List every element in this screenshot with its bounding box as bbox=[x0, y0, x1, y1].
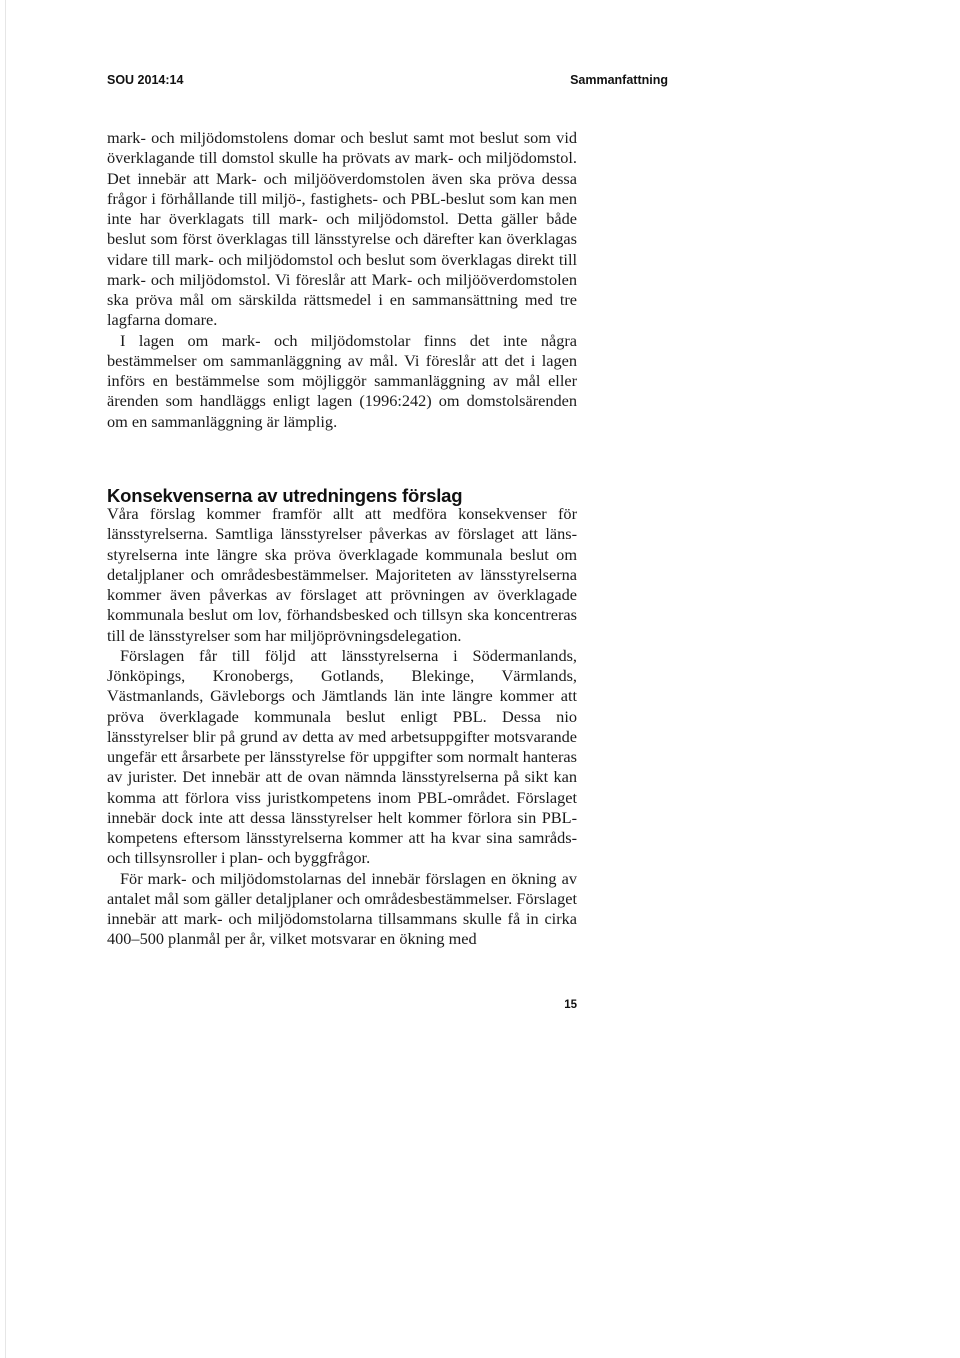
section-text-block bbox=[107, 504, 577, 950]
section-heading: Konsekvenserna av utredningens förslag bbox=[107, 485, 463, 507]
paragraph: mark- och miljödomstolens domar och beslut samt mot beslut som vid överklagande till domstol skulle ha prövats av mark- och miljödomstol. Det innebär att Mark- och miljööverdomstolen även ska pröva dessa frågor i förhållande till miljö-, fastighets- och PBL-beslut som kan men inte har överklagats till mark- och miljödomstol. Detta gäller både beslut som först överklagas till länsstyrelse och därefter kan överklagas vidare till mark- och miljödomstol och beslut som överklagas direkt till mark- och miljödomstol. Vi föreslår att Mark- och miljööverdomstolen ska pröva mål om särskilda rättsmedel i en sammansättning med tre lagfarna domare. bbox=[107, 128, 577, 330]
paragraph: För mark- och miljödomstolarnas del innebär förslagen en ökning av antalet mål som gäller detaljplaner och områdesbestämmelser. Förslaget innebär att mark- och miljödomstolarna tillsammans skulle få in cirka 400–500 planmål per år, vilket motsvarar en ökning med bbox=[107, 868, 577, 949]
paragraph: Förslagen får till följd att länsstyrelserna i Södermanlands, Jönköpings, Kronobergs, Gotlands, Blekinge, Värmlands, Västmanlands, Gävleborgs och Jämtlands län inte längre kommer att pröva överklagade kommunala beslut enligt PBL. Dessa nio länsstyrelser blir på grund av detta av med arbetsuppgifter motsvarande ungefär ett årsarbete per länsstyrelse för uppgifter som normalt hanteras av jurister. Det innebär att de ovan nämnda länsstyrelserna på sikt kan komma att förlora viss juristkompetens inom PBL-området. Förslaget innebär dock inte att dessa länsstyrelser helt kommer förlora sin PBL-kompetens eftersom länsstyrelserna kommer att ha kvar sina samråds- och tillsynsroller i plan- och byggfrågor. bbox=[107, 645, 577, 868]
scan-edge-line bbox=[5, 0, 6, 1358]
intro-text-block bbox=[107, 128, 577, 432]
page-number: 15 bbox=[564, 999, 577, 1011]
chapter-title: Sammanfattning bbox=[570, 73, 668, 87]
paragraph: Våra förslag kommer framför allt att medföra konsekvenser för länsstyrelserna. Samtliga länsstyrelser påverkas av förslaget att länsstyrelserna inte längre ska pröva överklagade kommunala beslut om detaljplaner och områdesbestämmelser. Majoriteten av länsstyrelserna kommer även påverkas av förslaget att prövningen av överklagade kommunala beslut om lov, förhandsbesked och tillsyn ska koncentreras till de länsstyrelser som har miljöprövningsdelegation. bbox=[107, 504, 577, 645]
report-id: SOU 2014:14 bbox=[107, 73, 184, 87]
paragraph: I lagen om mark- och miljödomstolar finns det inte några bestämmelser om sammanläggning av mål. Vi föreslår att det i lagen införs en bestämmelse som möjliggör sammanläggning av mål eller ärenden som handläggs enligt lagen (1996:242) om domstolsärenden om en sammanläggning är lämplig. bbox=[107, 330, 577, 431]
